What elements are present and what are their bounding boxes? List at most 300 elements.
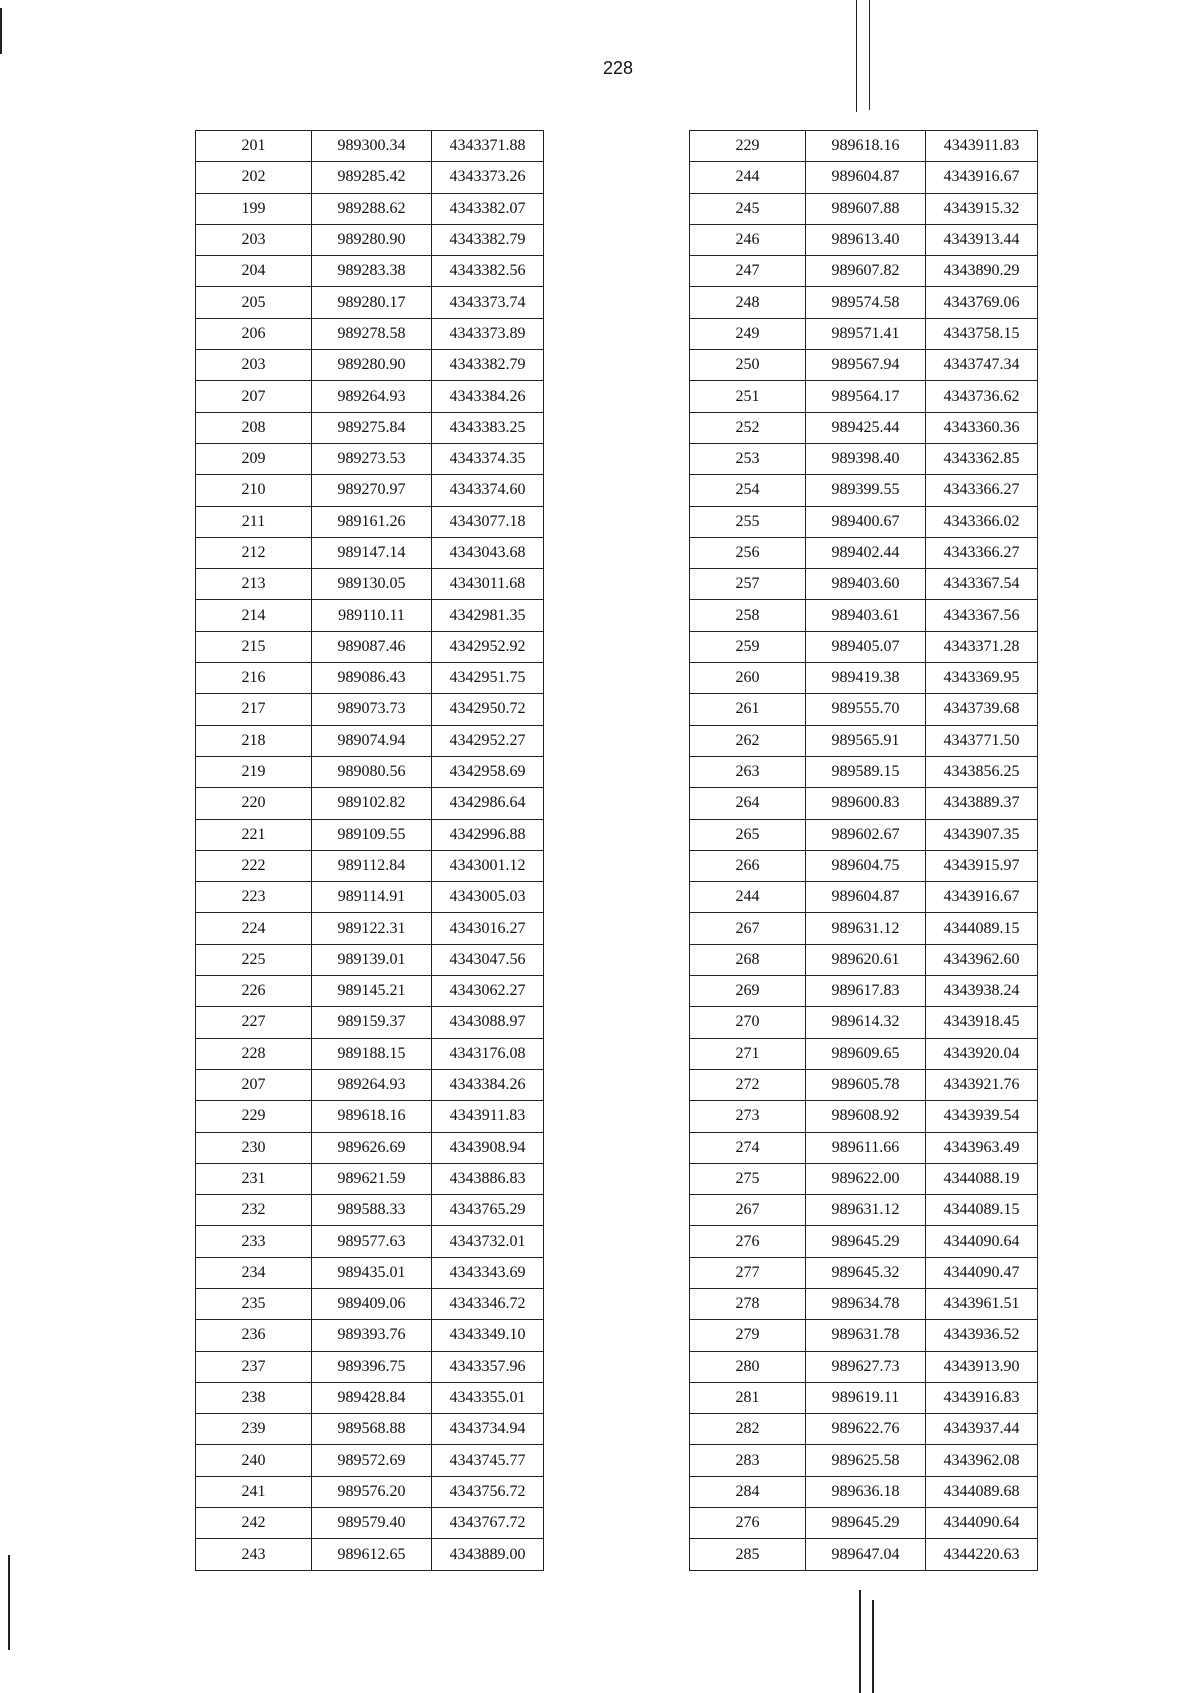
table-row xyxy=(690,1539,1038,1570)
x-coordinate-cell: 989612.65 xyxy=(312,1539,432,1570)
point-id-cell: 255 xyxy=(690,506,806,537)
y-coordinate-cell: 4343962.08 xyxy=(926,1445,1038,1476)
table-row xyxy=(196,1351,544,1382)
x-coordinate-cell: 989647.04 xyxy=(806,1539,926,1570)
y-coordinate-cell: 4343382.79 xyxy=(432,350,544,381)
point-id-cell: 224 xyxy=(196,913,312,944)
point-id-cell: 232 xyxy=(196,1195,312,1226)
table-row xyxy=(196,224,544,255)
point-id-cell: 228 xyxy=(196,1038,312,1069)
scan-edge-mark-bottom-right xyxy=(859,1590,861,1693)
point-id-cell: 259 xyxy=(690,631,806,662)
y-coordinate-cell: 4343362.85 xyxy=(926,443,1038,474)
x-coordinate-cell: 989409.06 xyxy=(312,1288,432,1319)
point-id-cell: 240 xyxy=(196,1445,312,1476)
y-coordinate-cell: 4343346.72 xyxy=(432,1288,544,1319)
x-coordinate-cell: 989577.63 xyxy=(312,1226,432,1257)
table-row xyxy=(196,350,544,381)
y-coordinate-cell: 4344089.15 xyxy=(926,913,1038,944)
y-coordinate-cell: 4343736.62 xyxy=(926,381,1038,412)
table-row xyxy=(196,1132,544,1163)
table-row xyxy=(690,1476,1038,1507)
y-coordinate-cell: 4342952.27 xyxy=(432,725,544,756)
scan-edge-mark-top-left xyxy=(0,8,2,54)
point-id-cell: 222 xyxy=(196,850,312,881)
x-coordinate-cell: 989602.67 xyxy=(806,819,926,850)
point-id-cell: 267 xyxy=(690,1195,806,1226)
point-id-cell: 257 xyxy=(690,569,806,600)
scan-edge-mark-top-right xyxy=(856,0,857,112)
x-coordinate-cell: 989579.40 xyxy=(312,1508,432,1539)
point-id-cell: 225 xyxy=(196,944,312,975)
table-row xyxy=(690,694,1038,725)
y-coordinate-cell: 4343001.12 xyxy=(432,850,544,881)
y-coordinate-cell: 4343936.52 xyxy=(926,1320,1038,1351)
point-id-cell: 227 xyxy=(196,1007,312,1038)
table-row xyxy=(196,412,544,443)
y-coordinate-cell: 4343384.26 xyxy=(432,1069,544,1100)
point-id-cell: 220 xyxy=(196,788,312,819)
y-coordinate-cell: 4342950.72 xyxy=(432,694,544,725)
y-coordinate-cell: 4343373.89 xyxy=(432,318,544,349)
y-coordinate-cell: 4343915.97 xyxy=(926,850,1038,881)
point-id-cell: 245 xyxy=(690,193,806,224)
table-row xyxy=(690,1508,1038,1539)
page-number: 228 xyxy=(602,58,634,78)
table-row xyxy=(690,850,1038,881)
point-id-cell: 263 xyxy=(690,756,806,787)
point-id-cell: 239 xyxy=(196,1414,312,1445)
scan-edge-mark-bottom-right-2 xyxy=(872,1600,874,1693)
point-id-cell: 256 xyxy=(690,537,806,568)
point-id-cell: 280 xyxy=(690,1351,806,1382)
x-coordinate-cell: 989280.17 xyxy=(312,287,432,318)
table-row xyxy=(196,1320,544,1351)
point-id-cell: 214 xyxy=(196,600,312,631)
table-row xyxy=(690,1038,1038,1069)
x-coordinate-cell: 989567.94 xyxy=(806,350,926,381)
table-row xyxy=(690,882,1038,913)
point-id-cell: 266 xyxy=(690,850,806,881)
y-coordinate-cell: 4343016.27 xyxy=(432,913,544,944)
x-coordinate-cell: 989609.65 xyxy=(806,1038,926,1069)
point-id-cell: 199 xyxy=(196,193,312,224)
y-coordinate-cell: 4343915.32 xyxy=(926,193,1038,224)
point-id-cell: 247 xyxy=(690,256,806,287)
x-coordinate-cell: 989607.82 xyxy=(806,256,926,287)
point-id-cell: 212 xyxy=(196,537,312,568)
point-id-cell: 223 xyxy=(196,882,312,913)
x-coordinate-cell: 989285.42 xyxy=(312,162,432,193)
table-row xyxy=(196,631,544,662)
table-row xyxy=(690,1195,1038,1226)
table-row xyxy=(690,224,1038,255)
y-coordinate-cell: 4343889.00 xyxy=(432,1539,544,1570)
y-coordinate-cell: 4344090.64 xyxy=(926,1226,1038,1257)
coordinates-table-left xyxy=(195,130,544,1571)
point-id-cell: 274 xyxy=(690,1132,806,1163)
point-id-cell: 252 xyxy=(690,412,806,443)
x-coordinate-cell: 989086.43 xyxy=(312,663,432,694)
x-coordinate-cell: 989283.38 xyxy=(312,256,432,287)
point-id-cell: 273 xyxy=(690,1101,806,1132)
table-row xyxy=(690,131,1038,162)
point-id-cell: 231 xyxy=(196,1163,312,1194)
y-coordinate-cell: 4344220.63 xyxy=(926,1539,1038,1570)
x-coordinate-cell: 989604.75 xyxy=(806,850,926,881)
table-row xyxy=(196,944,544,975)
x-coordinate-cell: 989399.55 xyxy=(806,475,926,506)
x-coordinate-cell: 989604.87 xyxy=(806,882,926,913)
y-coordinate-cell: 4343963.49 xyxy=(926,1132,1038,1163)
table-row xyxy=(196,694,544,725)
table-row xyxy=(690,162,1038,193)
y-coordinate-cell: 4343382.56 xyxy=(432,256,544,287)
table-row xyxy=(196,475,544,506)
y-coordinate-cell: 4343366.27 xyxy=(926,537,1038,568)
table-row xyxy=(690,1101,1038,1132)
x-coordinate-cell: 989435.01 xyxy=(312,1257,432,1288)
x-coordinate-cell: 989102.82 xyxy=(312,788,432,819)
table-row xyxy=(196,1382,544,1413)
x-coordinate-cell: 989625.58 xyxy=(806,1445,926,1476)
point-id-cell: 262 xyxy=(690,725,806,756)
point-id-cell: 207 xyxy=(196,381,312,412)
point-id-cell: 237 xyxy=(196,1351,312,1382)
x-coordinate-cell: 989145.21 xyxy=(312,976,432,1007)
x-coordinate-cell: 989264.93 xyxy=(312,381,432,412)
y-coordinate-cell: 4343355.01 xyxy=(432,1382,544,1413)
y-coordinate-cell: 4343920.04 xyxy=(926,1038,1038,1069)
x-coordinate-cell: 989588.33 xyxy=(312,1195,432,1226)
table-row xyxy=(690,1382,1038,1413)
y-coordinate-cell: 4343771.50 xyxy=(926,725,1038,756)
point-id-cell: 210 xyxy=(196,475,312,506)
y-coordinate-cell: 4343734.94 xyxy=(432,1414,544,1445)
y-coordinate-cell: 4343349.10 xyxy=(432,1320,544,1351)
y-coordinate-cell: 4342996.88 xyxy=(432,819,544,850)
y-coordinate-cell: 4343367.56 xyxy=(926,600,1038,631)
y-coordinate-cell: 4343357.96 xyxy=(432,1351,544,1382)
table-row xyxy=(196,287,544,318)
coordinates-table-right xyxy=(689,130,1038,1571)
table-row xyxy=(690,631,1038,662)
x-coordinate-cell: 989188.15 xyxy=(312,1038,432,1069)
point-id-cell: 201 xyxy=(196,131,312,162)
table-row xyxy=(690,663,1038,694)
table-row xyxy=(690,1320,1038,1351)
x-coordinate-cell: 989161.26 xyxy=(312,506,432,537)
table-row xyxy=(690,788,1038,819)
point-id-cell: 229 xyxy=(196,1101,312,1132)
table-row xyxy=(196,913,544,944)
point-id-cell: 208 xyxy=(196,412,312,443)
y-coordinate-cell: 4343374.60 xyxy=(432,475,544,506)
table-row xyxy=(196,882,544,913)
table-row xyxy=(690,1351,1038,1382)
y-coordinate-cell: 4343890.29 xyxy=(926,256,1038,287)
x-coordinate-cell: 989619.11 xyxy=(806,1382,926,1413)
point-id-cell: 260 xyxy=(690,663,806,694)
x-coordinate-cell: 989605.78 xyxy=(806,1069,926,1100)
x-coordinate-cell: 989622.00 xyxy=(806,1163,926,1194)
table-row xyxy=(196,1508,544,1539)
table-row xyxy=(196,162,544,193)
y-coordinate-cell: 4343916.67 xyxy=(926,162,1038,193)
table-row xyxy=(690,976,1038,1007)
y-coordinate-cell: 4342958.69 xyxy=(432,756,544,787)
point-id-cell: 250 xyxy=(690,350,806,381)
point-id-cell: 230 xyxy=(196,1132,312,1163)
table-row xyxy=(690,819,1038,850)
point-id-cell: 278 xyxy=(690,1288,806,1319)
y-coordinate-cell: 4343367.54 xyxy=(926,569,1038,600)
y-coordinate-cell: 4344090.47 xyxy=(926,1257,1038,1288)
x-coordinate-cell: 989278.58 xyxy=(312,318,432,349)
y-coordinate-cell: 4343382.79 xyxy=(432,224,544,255)
point-id-cell: 284 xyxy=(690,1476,806,1507)
table-row xyxy=(196,1476,544,1507)
point-id-cell: 265 xyxy=(690,819,806,850)
point-id-cell: 276 xyxy=(690,1508,806,1539)
table-row xyxy=(196,1226,544,1257)
table-row xyxy=(196,256,544,287)
x-coordinate-cell: 989112.84 xyxy=(312,850,432,881)
coordinates-table-left-body xyxy=(196,131,544,1571)
x-coordinate-cell: 989110.11 xyxy=(312,600,432,631)
y-coordinate-cell: 4343739.68 xyxy=(926,694,1038,725)
y-coordinate-cell: 4343343.69 xyxy=(432,1257,544,1288)
point-id-cell: 219 xyxy=(196,756,312,787)
table-row xyxy=(690,913,1038,944)
coordinates-table-right-body xyxy=(690,131,1038,1571)
y-coordinate-cell: 4343889.37 xyxy=(926,788,1038,819)
y-coordinate-cell: 4343913.44 xyxy=(926,224,1038,255)
table-row xyxy=(196,443,544,474)
y-coordinate-cell: 4343366.27 xyxy=(926,475,1038,506)
x-coordinate-cell: 989617.83 xyxy=(806,976,926,1007)
y-coordinate-cell: 4343908.94 xyxy=(432,1132,544,1163)
y-coordinate-cell: 4343918.45 xyxy=(926,1007,1038,1038)
x-coordinate-cell: 989074.94 xyxy=(312,725,432,756)
table-row xyxy=(196,1007,544,1038)
x-coordinate-cell: 989611.66 xyxy=(806,1132,926,1163)
y-coordinate-cell: 4342981.35 xyxy=(432,600,544,631)
x-coordinate-cell: 989400.67 xyxy=(806,506,926,537)
point-id-cell: 261 xyxy=(690,694,806,725)
y-coordinate-cell: 4343373.74 xyxy=(432,287,544,318)
x-coordinate-cell: 989621.59 xyxy=(312,1163,432,1194)
table-row xyxy=(690,1226,1038,1257)
y-coordinate-cell: 4342951.75 xyxy=(432,663,544,694)
point-id-cell: 207 xyxy=(196,1069,312,1100)
point-id-cell: 279 xyxy=(690,1320,806,1351)
y-coordinate-cell: 4343088.97 xyxy=(432,1007,544,1038)
x-coordinate-cell: 989396.75 xyxy=(312,1351,432,1382)
y-coordinate-cell: 4343758.15 xyxy=(926,318,1038,349)
x-coordinate-cell: 989403.61 xyxy=(806,600,926,631)
point-id-cell: 276 xyxy=(690,1226,806,1257)
table-row xyxy=(690,287,1038,318)
y-coordinate-cell: 4343732.01 xyxy=(432,1226,544,1257)
x-coordinate-cell: 989608.92 xyxy=(806,1101,926,1132)
table-row xyxy=(196,725,544,756)
y-coordinate-cell: 4343911.83 xyxy=(432,1101,544,1132)
y-coordinate-cell: 4343369.95 xyxy=(926,663,1038,694)
y-coordinate-cell: 4343767.72 xyxy=(432,1508,544,1539)
table-row xyxy=(690,1007,1038,1038)
scan-edge-mark-bottom-left xyxy=(8,1555,10,1650)
table-row xyxy=(196,1163,544,1194)
y-coordinate-cell: 4344088.19 xyxy=(926,1163,1038,1194)
point-id-cell: 203 xyxy=(196,224,312,255)
x-coordinate-cell: 989613.40 xyxy=(806,224,926,255)
point-id-cell: 203 xyxy=(196,350,312,381)
table-row xyxy=(690,1257,1038,1288)
y-coordinate-cell: 4343962.60 xyxy=(926,944,1038,975)
table-row xyxy=(196,1101,544,1132)
table-row xyxy=(196,1257,544,1288)
y-coordinate-cell: 4343769.06 xyxy=(926,287,1038,318)
x-coordinate-cell: 989393.76 xyxy=(312,1320,432,1351)
y-coordinate-cell: 4343373.26 xyxy=(432,162,544,193)
y-coordinate-cell: 4343374.35 xyxy=(432,443,544,474)
x-coordinate-cell: 989626.69 xyxy=(312,1132,432,1163)
table-row xyxy=(690,1163,1038,1194)
y-coordinate-cell: 4343745.77 xyxy=(432,1445,544,1476)
point-id-cell: 242 xyxy=(196,1508,312,1539)
y-coordinate-cell: 4343005.03 xyxy=(432,882,544,913)
y-coordinate-cell: 4342952.92 xyxy=(432,631,544,662)
table-row xyxy=(196,1195,544,1226)
x-coordinate-cell: 989087.46 xyxy=(312,631,432,662)
table-row xyxy=(690,506,1038,537)
y-coordinate-cell: 4343371.88 xyxy=(432,131,544,162)
x-coordinate-cell: 989275.84 xyxy=(312,412,432,443)
table-row xyxy=(196,850,544,881)
y-coordinate-cell: 4343011.68 xyxy=(432,569,544,600)
point-id-cell: 283 xyxy=(690,1445,806,1476)
point-id-cell: 244 xyxy=(690,162,806,193)
y-coordinate-cell: 4343939.54 xyxy=(926,1101,1038,1132)
point-id-cell: 235 xyxy=(196,1288,312,1319)
table-row xyxy=(196,131,544,162)
point-id-cell: 226 xyxy=(196,976,312,1007)
x-coordinate-cell: 989614.32 xyxy=(806,1007,926,1038)
x-coordinate-cell: 989402.44 xyxy=(806,537,926,568)
x-coordinate-cell: 989073.73 xyxy=(312,694,432,725)
x-coordinate-cell: 989631.78 xyxy=(806,1320,926,1351)
point-id-cell: 229 xyxy=(690,131,806,162)
point-id-cell: 241 xyxy=(196,1476,312,1507)
x-coordinate-cell: 989631.12 xyxy=(806,913,926,944)
x-coordinate-cell: 989405.07 xyxy=(806,631,926,662)
point-id-cell: 264 xyxy=(690,788,806,819)
table-row xyxy=(196,663,544,694)
x-coordinate-cell: 989130.05 xyxy=(312,569,432,600)
table-row xyxy=(196,1069,544,1100)
y-coordinate-cell: 4343765.29 xyxy=(432,1195,544,1226)
table-row xyxy=(690,350,1038,381)
table-row xyxy=(690,443,1038,474)
x-coordinate-cell: 989419.38 xyxy=(806,663,926,694)
y-coordinate-cell: 4343366.02 xyxy=(926,506,1038,537)
y-coordinate-cell: 4343907.35 xyxy=(926,819,1038,850)
x-coordinate-cell: 989568.88 xyxy=(312,1414,432,1445)
point-id-cell: 217 xyxy=(196,694,312,725)
y-coordinate-cell: 4343383.25 xyxy=(432,412,544,443)
x-coordinate-cell: 989114.91 xyxy=(312,882,432,913)
table-row xyxy=(690,475,1038,506)
x-coordinate-cell: 989607.88 xyxy=(806,193,926,224)
point-id-cell: 270 xyxy=(690,1007,806,1038)
point-id-cell: 215 xyxy=(196,631,312,662)
table-row xyxy=(196,1539,544,1570)
y-coordinate-cell: 4343360.36 xyxy=(926,412,1038,443)
point-id-cell: 282 xyxy=(690,1414,806,1445)
x-coordinate-cell: 989622.76 xyxy=(806,1414,926,1445)
x-coordinate-cell: 989634.78 xyxy=(806,1288,926,1319)
y-coordinate-cell: 4343961.51 xyxy=(926,1288,1038,1319)
table-row xyxy=(196,537,544,568)
point-id-cell: 221 xyxy=(196,819,312,850)
point-id-cell: 254 xyxy=(690,475,806,506)
point-id-cell: 213 xyxy=(196,569,312,600)
x-coordinate-cell: 989122.31 xyxy=(312,913,432,944)
x-coordinate-cell: 989572.69 xyxy=(312,1445,432,1476)
point-id-cell: 218 xyxy=(196,725,312,756)
x-coordinate-cell: 989574.58 xyxy=(806,287,926,318)
table-row xyxy=(196,756,544,787)
table-row xyxy=(690,944,1038,975)
x-coordinate-cell: 989571.41 xyxy=(806,318,926,349)
y-coordinate-cell: 4343747.34 xyxy=(926,350,1038,381)
y-coordinate-cell: 4343937.44 xyxy=(926,1414,1038,1445)
table-row xyxy=(690,193,1038,224)
y-coordinate-cell: 4343077.18 xyxy=(432,506,544,537)
x-coordinate-cell: 989288.62 xyxy=(312,193,432,224)
y-coordinate-cell: 4344089.15 xyxy=(926,1195,1038,1226)
table-row xyxy=(690,1132,1038,1163)
table-row xyxy=(196,1414,544,1445)
y-coordinate-cell: 4343043.68 xyxy=(432,537,544,568)
point-id-cell: 238 xyxy=(196,1382,312,1413)
y-coordinate-cell: 4343938.24 xyxy=(926,976,1038,1007)
point-id-cell: 275 xyxy=(690,1163,806,1194)
table-row xyxy=(196,819,544,850)
point-id-cell: 272 xyxy=(690,1069,806,1100)
point-id-cell: 236 xyxy=(196,1320,312,1351)
x-coordinate-cell: 989147.14 xyxy=(312,537,432,568)
point-id-cell: 248 xyxy=(690,287,806,318)
x-coordinate-cell: 989425.44 xyxy=(806,412,926,443)
y-coordinate-cell: 4344090.64 xyxy=(926,1508,1038,1539)
table-row xyxy=(690,1288,1038,1319)
point-id-cell: 216 xyxy=(196,663,312,694)
table-row xyxy=(196,788,544,819)
x-coordinate-cell: 989273.53 xyxy=(312,443,432,474)
y-coordinate-cell: 4343916.67 xyxy=(926,882,1038,913)
table-row xyxy=(196,600,544,631)
x-coordinate-cell: 989080.56 xyxy=(312,756,432,787)
point-id-cell: 258 xyxy=(690,600,806,631)
x-coordinate-cell: 989555.70 xyxy=(806,694,926,725)
point-id-cell: 202 xyxy=(196,162,312,193)
point-id-cell: 281 xyxy=(690,1382,806,1413)
y-coordinate-cell: 4343176.08 xyxy=(432,1038,544,1069)
table-row xyxy=(196,381,544,412)
y-coordinate-cell: 4343856.25 xyxy=(926,756,1038,787)
